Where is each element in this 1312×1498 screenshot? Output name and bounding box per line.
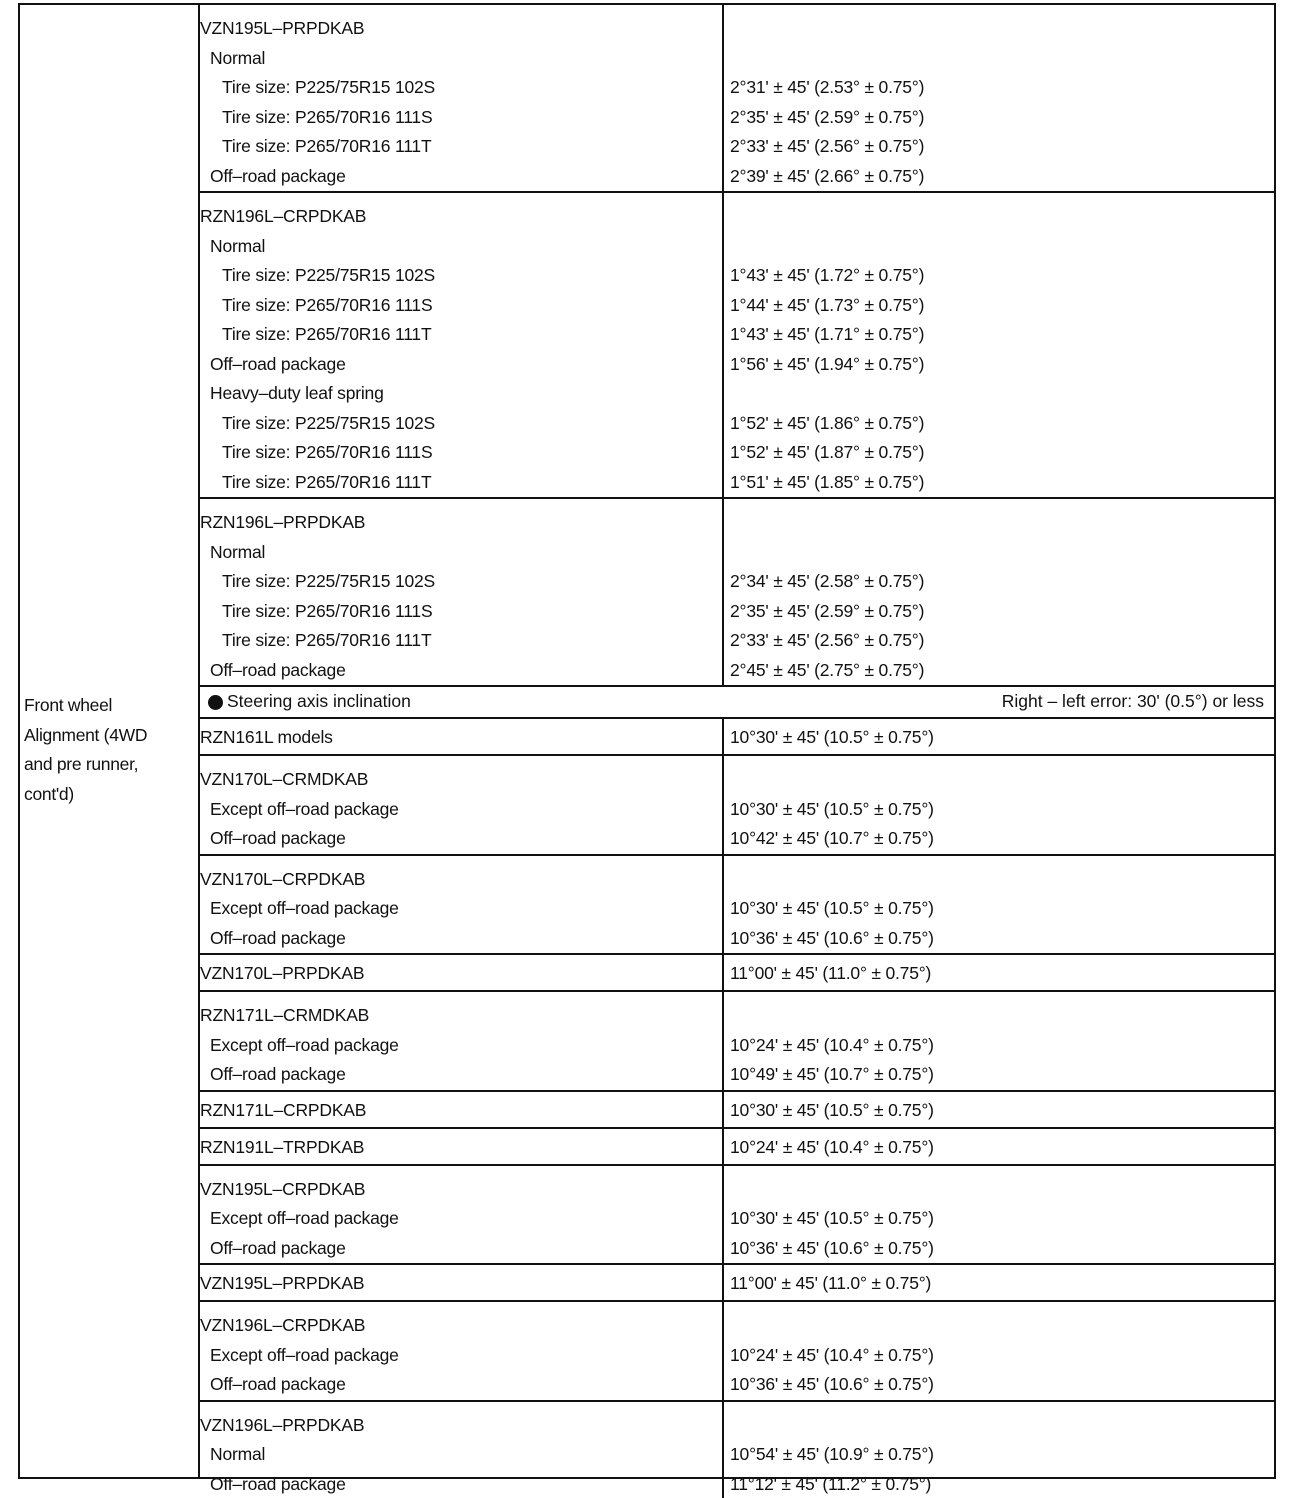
model-block xyxy=(200,1302,1274,1402)
model-block xyxy=(200,756,1274,856)
value-spacer xyxy=(730,1001,1274,1031)
model-block xyxy=(200,1092,1274,1129)
model-values xyxy=(722,193,1274,497)
alignment-value: 10°24' ± 45' (10.4° ± 0.75°) xyxy=(730,1344,934,1365)
row-label: Off–road package xyxy=(210,1237,346,1258)
row-label: Off–road package xyxy=(210,1473,346,1494)
model-values xyxy=(722,719,1274,754)
alignment-value: 2°33' ± 45' (2.56° ± 0.75°) xyxy=(730,630,925,650)
alignment-value: 1°52' ± 45' (1.87° ± 0.75°) xyxy=(730,442,925,462)
category-label: Front wheel Alignment (4WD and pre runner, cont'd) xyxy=(24,695,148,804)
model-block xyxy=(200,719,1274,756)
alignment-value: 10°42' ± 45' (10.7° ± 0.75°) xyxy=(730,828,934,848)
model-name: RZN196L–CRPDKAB xyxy=(200,206,367,226)
model-labels xyxy=(200,992,722,1090)
row-label: Tire size: P265/70R16 111S xyxy=(222,442,433,462)
alignment-value: 10°36' ± 45' (10.6° ± 0.75°) xyxy=(730,927,934,948)
model-name: RZN196L–PRPDKAB xyxy=(200,512,366,532)
spec-table xyxy=(18,3,1276,1494)
model-name: VZN196L–CRPDKAB xyxy=(200,1315,366,1335)
row-label: Heavy–duty leaf spring xyxy=(210,383,384,403)
alignment-value: 1°51' ± 45' (1.85° ± 0.75°) xyxy=(730,471,925,492)
alignment-value: 10°54' ± 45' (10.9° ± 0.75°) xyxy=(730,1444,934,1464)
row-label: Off–road package xyxy=(210,927,346,948)
model-labels xyxy=(200,1402,722,1498)
model-block xyxy=(200,193,1274,499)
row-label: Off–road package xyxy=(210,659,346,680)
row-label: Normal xyxy=(210,235,266,256)
alignment-value xyxy=(730,232,1274,262)
model-name: RZN171L–CRPDKAB xyxy=(200,1099,367,1120)
alignment-value: 10°24' ± 45' (10.4° ± 0.75°) xyxy=(730,1136,934,1157)
row-label: Tire size: P265/70R16 111T xyxy=(222,136,432,156)
model-values xyxy=(722,5,1274,191)
alignment-value: 10°30' ± 45' (10.5° ± 0.75°) xyxy=(730,1099,934,1120)
row-label: Off–road package xyxy=(210,1374,346,1394)
model-name: VZN195L–PRPDKAB xyxy=(200,1273,365,1293)
row-label: Off–road package xyxy=(210,1064,346,1084)
model-block xyxy=(200,856,1274,956)
row-label: Tire size: P225/75R15 102S xyxy=(222,77,436,97)
model-labels xyxy=(200,856,722,954)
model-labels xyxy=(200,756,722,854)
model-labels xyxy=(200,719,722,754)
alignment-value: 10°30' ± 45' (10.5° ± 0.75°) xyxy=(730,1208,934,1228)
row-label: Off–road package xyxy=(210,353,346,374)
model-values xyxy=(722,1265,1274,1300)
model-values xyxy=(722,1129,1274,1164)
model-values xyxy=(722,992,1274,1090)
model-values xyxy=(722,1302,1274,1400)
alignment-value: 11°00' ± 45' (11.0° ± 0.75°) xyxy=(730,1273,932,1293)
model-block xyxy=(200,1402,1274,1498)
model-labels xyxy=(200,1166,722,1264)
value-spacer xyxy=(730,1175,1274,1205)
model-labels xyxy=(200,1265,722,1300)
alignment-value: 10°30' ± 45' (10.5° ± 0.75°) xyxy=(730,798,934,819)
model-name: VZN170L–CRMDKAB xyxy=(200,769,369,789)
model-labels xyxy=(200,1129,722,1164)
value-spacer xyxy=(730,14,1274,44)
alignment-value: 10°30' ± 45' (10.5° ± 0.75°) xyxy=(730,727,934,747)
alignment-value: 1°43' ± 45' (1.71° ± 0.75°) xyxy=(730,324,925,344)
row-label: Tire size: P265/70R16 111S xyxy=(222,294,433,315)
model-block xyxy=(200,992,1274,1092)
alignment-value: 10°36' ± 45' (10.6° ± 0.75°) xyxy=(730,1374,934,1394)
model-name: RZN191L–TRPDKAB xyxy=(200,1136,365,1157)
model-name: RZN171L–CRMDKAB xyxy=(200,1005,370,1025)
row-label: Except off–road package xyxy=(210,1208,399,1228)
model-labels xyxy=(200,5,722,191)
value-spacer xyxy=(730,1411,1274,1441)
model-name: VZN170L–PRPDKAB xyxy=(200,963,365,983)
alignment-value xyxy=(730,44,1274,74)
model-values xyxy=(722,1166,1274,1264)
steering-axis-title-group xyxy=(208,687,411,717)
alignment-value: 2°31' ± 45' (2.53° ± 0.75°) xyxy=(730,77,925,97)
model-name: VZN170L–CRPDKAB xyxy=(200,868,366,889)
model-labels xyxy=(200,1092,722,1127)
model-labels xyxy=(200,955,722,990)
row-label: Tire size: P265/70R16 111T xyxy=(222,324,432,344)
row-label: Except off–road package xyxy=(210,1344,399,1365)
model-name: RZN161L models xyxy=(200,727,333,747)
alignment-value: 2°35' ± 45' (2.59° ± 0.75°) xyxy=(730,106,925,127)
model-values xyxy=(722,955,1274,990)
alignment-value xyxy=(730,379,1274,409)
model-block xyxy=(200,499,1274,687)
row-label: Tire size: P265/70R16 111T xyxy=(222,630,432,650)
alignment-value: 11°00' ± 45' (11.0° ± 0.75°) xyxy=(730,963,932,983)
value-spacer xyxy=(730,508,1274,538)
alignment-value: 2°33' ± 45' (2.56° ± 0.75°) xyxy=(730,136,925,156)
alignment-value: 10°36' ± 45' (10.6° ± 0.75°) xyxy=(730,1237,934,1258)
model-values xyxy=(722,1092,1274,1127)
steering-axis-note: Right – left error: 30' (0.5°) or less xyxy=(1001,691,1264,712)
alignment-value: 2°34' ± 45' (2.58° ± 0.75°) xyxy=(730,571,925,591)
row-label: Tire size: P265/70R16 111T xyxy=(222,471,432,492)
model-name: VZN195L–PRPDKAB xyxy=(200,18,365,38)
row-label: Normal xyxy=(210,1444,266,1464)
alignment-value: 10°24' ± 45' (10.4° ± 0.75°) xyxy=(730,1034,934,1055)
value-spacer xyxy=(730,765,1274,795)
steering-axis-title: Steering axis inclination xyxy=(227,691,411,712)
steering-axis-header xyxy=(200,687,1274,719)
row-label: Normal xyxy=(210,47,266,68)
alignment-value: 10°30' ± 45' (10.5° ± 0.75°) xyxy=(730,898,934,918)
alignment-value: 2°45' ± 45' (2.75° ± 0.75°) xyxy=(730,659,925,680)
alignment-value: 2°35' ± 45' (2.59° ± 0.75°) xyxy=(730,600,925,621)
model-values xyxy=(722,856,1274,954)
alignment-value: 2°39' ± 45' (2.66° ± 0.75°) xyxy=(730,165,925,186)
row-label: Tire size: P265/70R16 111S xyxy=(222,600,433,621)
row-label: Tire size: P225/75R15 102S xyxy=(222,265,436,285)
model-labels xyxy=(200,193,722,497)
value-spacer xyxy=(730,1311,1274,1341)
row-label: Normal xyxy=(210,541,266,562)
spec-rows xyxy=(200,5,1274,1494)
model-name: VZN196L–PRPDKAB xyxy=(200,1414,365,1435)
model-labels xyxy=(200,1302,722,1400)
row-label: Off–road package xyxy=(210,165,346,186)
model-name: VZN195L–CRPDKAB xyxy=(200,1178,366,1199)
alignment-value: 11°12' ± 45' (11.2° ± 0.75°) xyxy=(730,1473,932,1494)
model-block xyxy=(200,5,1274,193)
category-column xyxy=(20,5,200,1477)
alignment-value: 1°52' ± 45' (1.86° ± 0.75°) xyxy=(730,412,925,433)
alignment-value: 1°43' ± 45' (1.72° ± 0.75°) xyxy=(730,265,925,285)
row-label: Except off–road package xyxy=(210,898,399,918)
model-values xyxy=(722,499,1274,685)
model-values xyxy=(722,1402,1274,1498)
model-block xyxy=(200,955,1274,992)
value-spacer xyxy=(730,865,1274,895)
model-labels xyxy=(200,499,722,685)
value-spacer xyxy=(730,202,1274,232)
row-label: Off–road package xyxy=(210,828,346,848)
bullet-icon xyxy=(208,695,223,710)
alignment-value xyxy=(730,538,1274,568)
row-label: Tire size: P225/75R15 102S xyxy=(222,571,436,591)
alignment-value: 1°56' ± 45' (1.94° ± 0.75°) xyxy=(730,353,925,374)
alignment-value: 10°49' ± 45' (10.7° ± 0.75°) xyxy=(730,1064,934,1084)
row-label: Except off–road package xyxy=(210,1034,399,1055)
row-label: Except off–road package xyxy=(210,798,399,819)
row-label: Tire size: P225/75R15 102S xyxy=(222,412,436,433)
row-label: Tire size: P265/70R16 111S xyxy=(222,106,433,127)
model-block xyxy=(200,1265,1274,1302)
model-block xyxy=(200,1166,1274,1266)
alignment-value: 1°44' ± 45' (1.73° ± 0.75°) xyxy=(730,294,925,315)
model-block xyxy=(200,1129,1274,1166)
model-values xyxy=(722,756,1274,854)
